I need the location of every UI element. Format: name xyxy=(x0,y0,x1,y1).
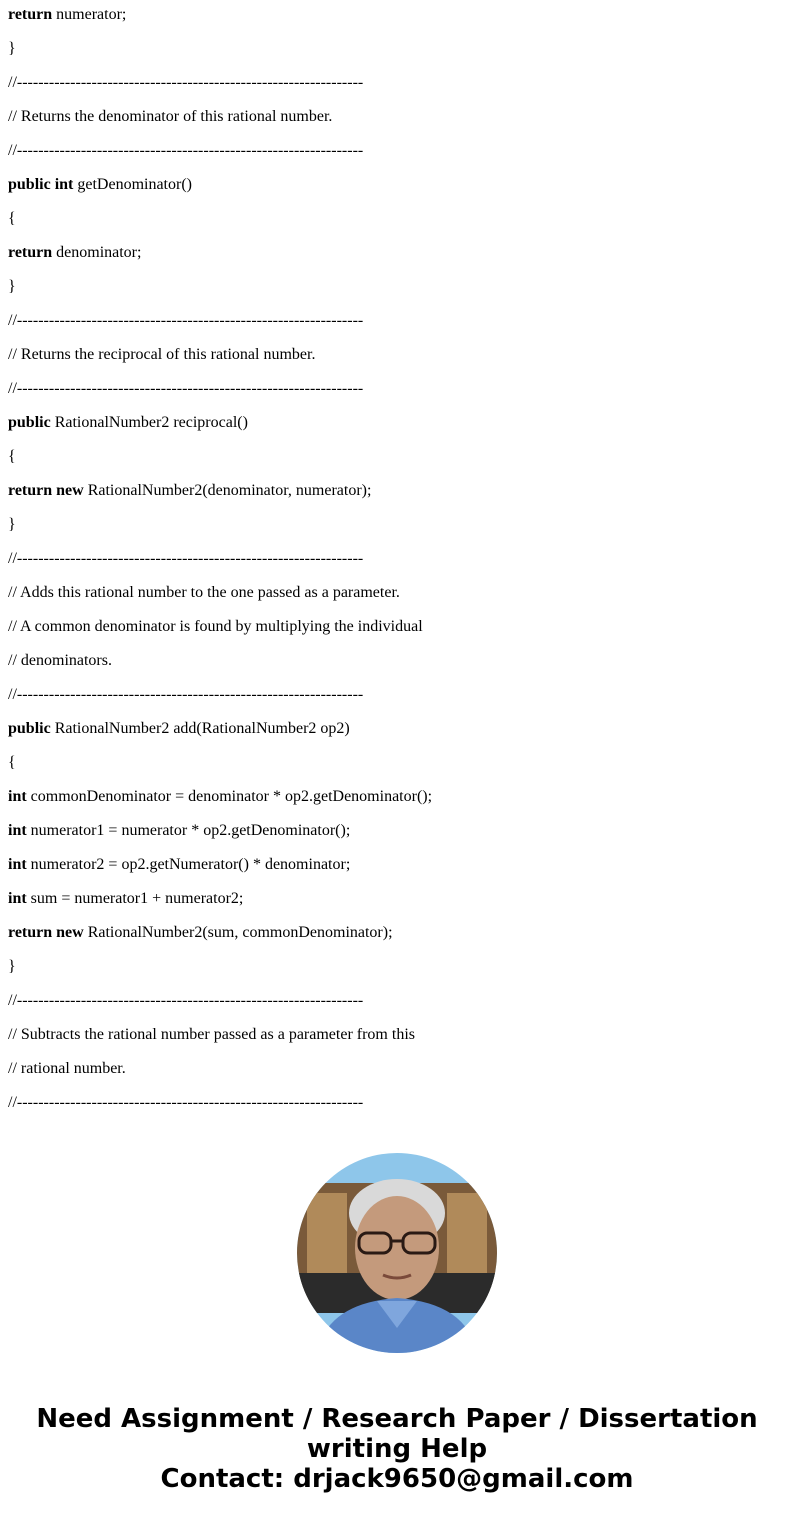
code-keyword: int xyxy=(8,822,27,839)
code-line xyxy=(8,850,788,884)
code-line xyxy=(8,34,788,68)
code-keyword: return new xyxy=(8,482,84,499)
code-text: //----------------------------------------------------------------- xyxy=(8,74,364,91)
code-text: //----------------------------------------------------------------- xyxy=(8,142,364,159)
code-keyword: return xyxy=(8,6,53,23)
code-text: numerator2 = op2.getNumerator() * denominator; xyxy=(26,856,351,873)
code-text: //----------------------------------------------------------------- xyxy=(8,312,364,329)
code-keyword: return new xyxy=(8,924,84,941)
code-line xyxy=(8,816,788,850)
code-text: //----------------------------------------------------------------- xyxy=(8,380,364,397)
code-text: commonDenominator = denominator * op2.getDenominator(); xyxy=(26,788,433,805)
code-text: // Returns the denominator of this rational number. xyxy=(8,108,333,125)
code-text: // Returns the reciprocal of this rational number. xyxy=(8,346,316,363)
code-text: } xyxy=(8,40,16,57)
code-line xyxy=(8,986,788,1020)
code-text: // A common denominator is found by multiplying the individual xyxy=(8,618,423,635)
code-line xyxy=(8,0,788,34)
code-keyword: int xyxy=(8,890,27,907)
code-text: denominator; xyxy=(52,244,142,261)
code-line xyxy=(8,510,788,544)
code-text: // denominators. xyxy=(8,652,112,669)
code-keyword: public int xyxy=(8,176,74,193)
code-listing xyxy=(8,0,788,1122)
code-line xyxy=(8,646,788,680)
code-text: RationalNumber2 reciprocal() xyxy=(50,414,248,431)
banner-line-2: writing Help xyxy=(306,1434,488,1464)
help-banner xyxy=(0,1404,794,1494)
code-text: //----------------------------------------------------------------- xyxy=(8,992,364,1009)
code-line xyxy=(8,272,788,306)
code-text: RationalNumber2(denominator, numerator); xyxy=(83,482,372,499)
code-keyword: public xyxy=(8,720,51,737)
code-line xyxy=(8,102,788,136)
code-text: RationalNumber2(sum, commonDenominator); xyxy=(83,924,393,941)
code-line xyxy=(8,408,788,442)
code-line xyxy=(8,136,788,170)
code-text: numerator; xyxy=(52,6,127,23)
code-keyword: int xyxy=(8,856,27,873)
code-line xyxy=(8,170,788,204)
code-text: numerator1 = numerator * op2.getDenominator(); xyxy=(26,822,351,839)
code-line xyxy=(8,1054,788,1088)
code-line xyxy=(8,204,788,238)
code-text: { xyxy=(8,448,16,465)
code-text: //----------------------------------------------------------------- xyxy=(8,686,364,703)
code-text: //----------------------------------------------------------------- xyxy=(8,550,364,567)
code-line xyxy=(8,884,788,918)
code-text: } xyxy=(8,958,16,975)
code-line xyxy=(8,306,788,340)
banner-line-1: Need Assignment / Research Paper / Dissertation xyxy=(36,1404,758,1434)
code-text: sum = numerator1 + numerator2; xyxy=(26,890,244,907)
code-text: } xyxy=(8,278,16,295)
code-line xyxy=(8,578,788,612)
code-line xyxy=(8,952,788,986)
code-line xyxy=(8,782,788,816)
code-text: //----------------------------------------------------------------- xyxy=(8,1094,364,1111)
code-line xyxy=(8,680,788,714)
code-line xyxy=(8,918,788,952)
code-keyword: int xyxy=(8,788,27,805)
code-line xyxy=(8,68,788,102)
code-text: RationalNumber2 add(RationalNumber2 op2) xyxy=(50,720,350,737)
portrait-image xyxy=(297,1153,497,1353)
code-text: { xyxy=(8,210,16,227)
code-line xyxy=(8,476,788,510)
code-line xyxy=(8,544,788,578)
author-photo xyxy=(297,1153,497,1353)
code-line xyxy=(8,714,788,748)
banner-contact: Contact: drjack9650@gmail.com xyxy=(160,1464,634,1494)
code-text: { xyxy=(8,754,16,771)
code-line xyxy=(8,374,788,408)
code-text: // rational number. xyxy=(8,1060,126,1077)
code-line xyxy=(8,1088,788,1122)
code-text: getDenominator() xyxy=(73,176,192,193)
code-text: } xyxy=(8,516,16,533)
code-text: // Adds this rational number to the one passed as a parameter. xyxy=(8,584,400,601)
code-line xyxy=(8,748,788,782)
code-keyword: public xyxy=(8,414,51,431)
code-line xyxy=(8,1020,788,1054)
code-text: // Subtracts the rational number passed as a parameter from this xyxy=(8,1026,415,1043)
code-line xyxy=(8,340,788,374)
code-line xyxy=(8,238,788,272)
code-keyword: return xyxy=(8,244,53,261)
code-line xyxy=(8,612,788,646)
code-line xyxy=(8,442,788,476)
